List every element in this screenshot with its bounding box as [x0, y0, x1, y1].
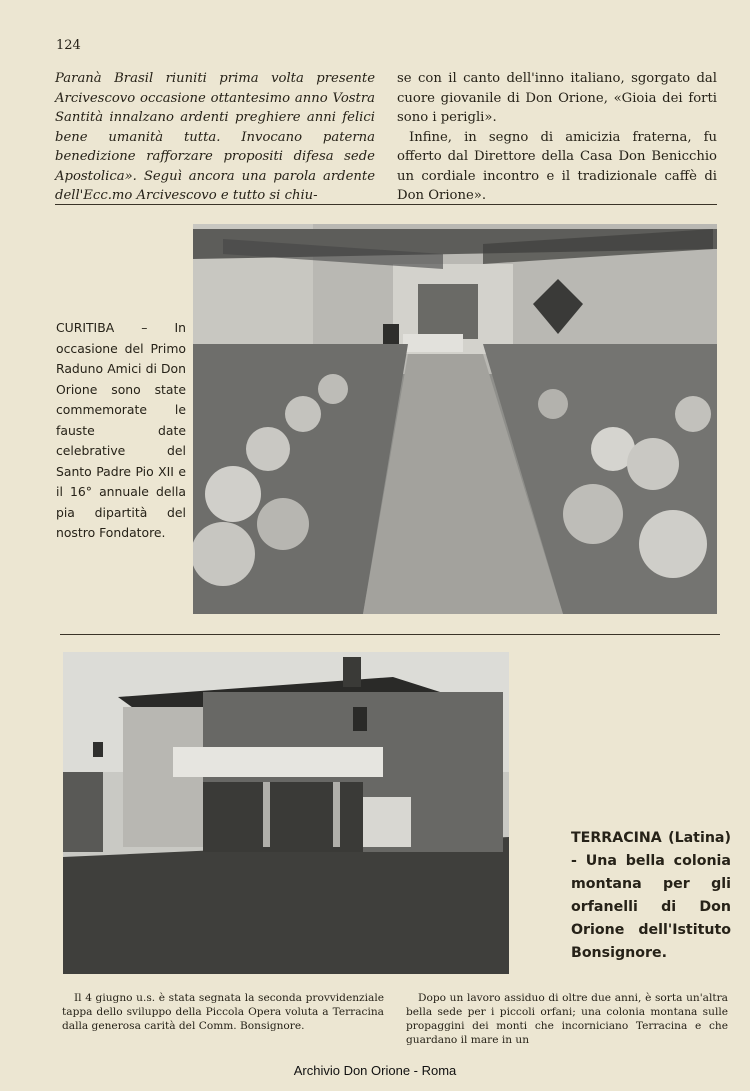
bottom-right-column: [406, 991, 728, 1047]
bottom-left-text: Il 4 giugno u.s. è stata segnata la seconda provvidenziale tappa dello sviluppo della Piccola Opera voluta a Terracina dalla generosa carità del Comm. Bonsignore.: [62, 992, 384, 1032]
assembly-hall-photo: [193, 224, 717, 614]
article-right-text-2: Infine, in segno di amicizia fraterna, fu offerto dal Direttore della Casa Don Benicchio un cordiale incontro e il tradizionale caffè di Don Orione».: [397, 129, 717, 203]
page-number: 124: [56, 38, 81, 53]
article-right-text-1: se con il canto dell'inno italiano, sgorgato dal cuore giovanile di Don Orione, «Gioia dei forti sono i perigli».: [397, 71, 717, 125]
terracina-caption: TERRACINA (Latina) - Una bella colonia montana per gli orfanelli di Don Orione dell'Istituto Bonsignore.: [571, 830, 731, 961]
bottom-left-column: [62, 991, 384, 1033]
archive-footer: Archivio Don Orione - Roma: [293, 1063, 457, 1078]
terracina-house-photo: [63, 652, 509, 974]
article-left-column: [55, 69, 375, 206]
bottom-right-text: Dopo un lavoro assiduo di oltre due anni, è sorta un'altra bella sede per i piccoli orfani; una colonia montana sulle propaggini dei monti che incorniciano Terracina e che guardano il mare in un: [406, 992, 728, 1046]
article-left-text: Paranà Brasil riuniti prima volta presente Arcivescovo occasione ottantesimo anno Vostra Santità innalzano ardenti preghiere anni felici bene umanità tutta. Invocano paterna benedizione rafforzare propositi difesa sede Apostolica». Seguì ancora una parola ardente dell'Ecc.mo Arcivescovo e tutto si chiu-: [55, 71, 375, 203]
section-divider-middle: [60, 634, 720, 635]
curitiba-caption: CURITIBA – In occasione del Primo Raduno Amici di Don Orione sono state commemorate le fauste date celebrative del Santo Padre Pio XII e il 16° annuale della pia dipartità del nostro Fondatore.: [56, 320, 186, 540]
section-divider-top: [55, 204, 717, 205]
article-right-column: [397, 69, 717, 206]
